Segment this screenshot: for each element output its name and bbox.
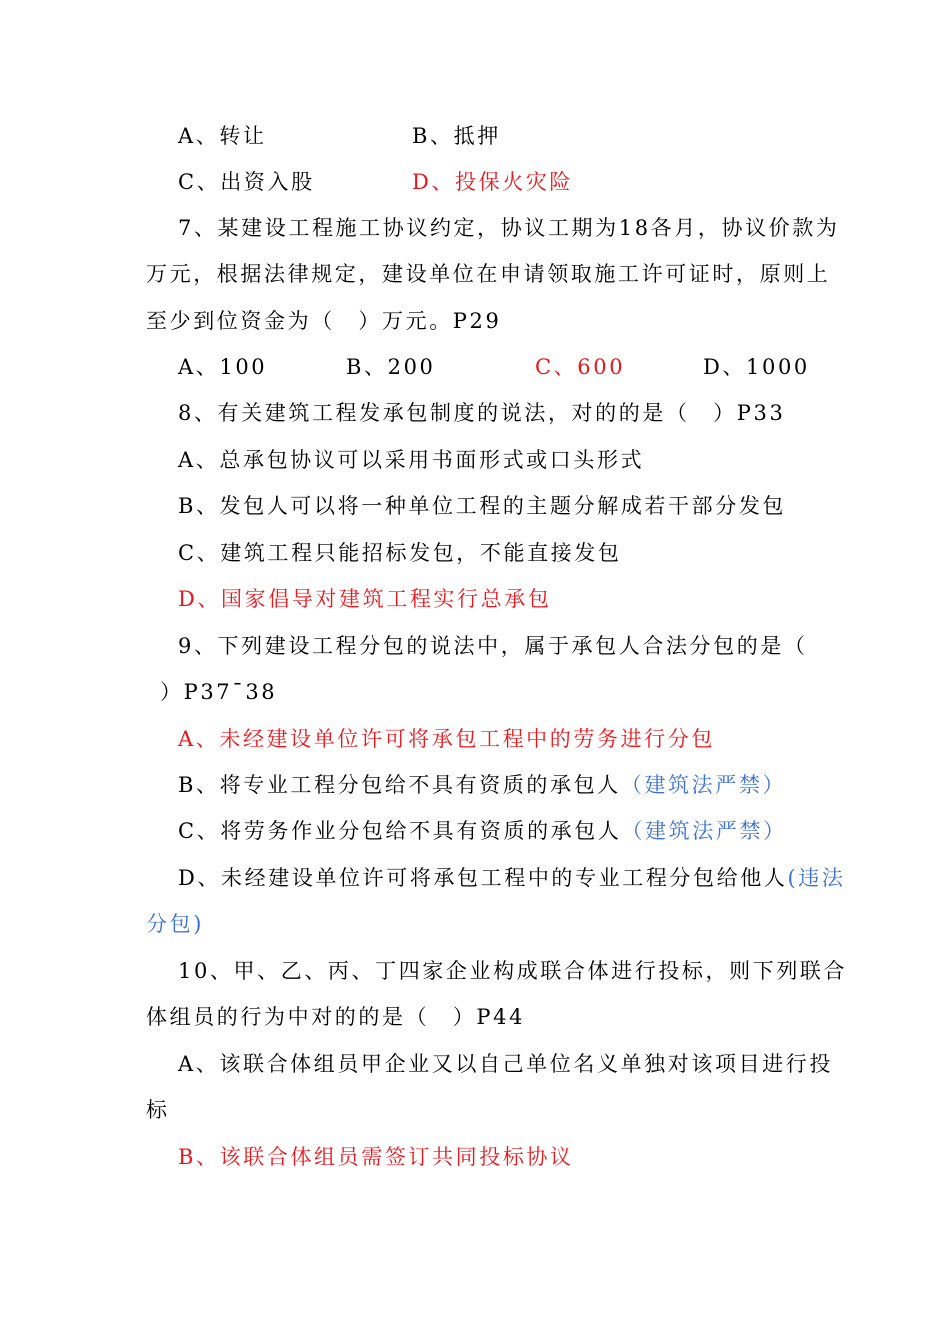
q7-stem-line-2: 万元，根据法律规定，建设单位在申请领取施工许可证时，原则上 — [146, 262, 831, 286]
q8-option-d-answer: D、国家倡导对建筑工程实行总承包 — [178, 587, 552, 611]
q9-option-d-note-start: (违法 — [787, 866, 846, 890]
q8-stem: 8、有关建筑工程发承包制度的说法，对的的是（ ）P33 — [178, 401, 786, 425]
q10-option-a-line-1: A、该联合体组员甲企业又以自己单位名义单独对该项目进行投 — [178, 1052, 833, 1076]
q8-option-c: C、建筑工程只能招标发包，不能直接发包 — [178, 541, 622, 565]
q7-option-c-answer: C、600 — [535, 355, 626, 379]
q6-option-a: A、转让 — [178, 124, 267, 148]
q9-option-b-note: （建筑法严禁） — [620, 773, 787, 797]
q9-stem-line-2: ）P37¯38 — [160, 680, 278, 704]
q7-option-d: D、1000 — [703, 355, 810, 379]
q10-option-b-answer: B、该联合体组员需签订共同投标协议 — [178, 1145, 574, 1169]
q9-option-c-note: （建筑法严禁） — [621, 819, 787, 843]
q9-stem-line-1: 9、下列建设工程分包的说法中，属于承包人合法分包的是（ — [178, 634, 808, 658]
q7-option-b: B、200 — [346, 355, 436, 379]
q6-option-c: C、出资入股 — [178, 170, 315, 194]
q9-option-d-row — [178, 863, 846, 893]
q7-option-a: A、100 — [178, 355, 268, 379]
q9-option-c-row — [178, 816, 838, 846]
q9-option-b: B、将专业工程分包给不具有资质的承包人 — [178, 773, 621, 797]
q6-option-d-answer: D、投保火灾险 — [412, 170, 574, 194]
q6-option-b: B、抵押 — [412, 124, 501, 148]
q7-stem-line-3: 至少到位资金为（ ）万元。P29 — [146, 309, 502, 333]
q10-option-a-line-2: 标 — [146, 1098, 170, 1122]
q10-stem-line-1: 10、甲、乙、丙、丁四家企业构成联合体进行投标，则下列联合 — [178, 959, 848, 983]
q9-option-a-answer: A、未经建设单位许可将承包工程中的劳务进行分包 — [178, 727, 715, 751]
q9-option-b-row — [178, 770, 838, 800]
q10-stem-line-2: 体组员的行为中对的的是（ ）P44 — [146, 1005, 526, 1029]
q9-option-d-note-end: 分包) — [146, 912, 204, 936]
q8-option-a: A、总承包协议可以采用书面形式或口头形式 — [178, 448, 645, 472]
q9-option-c: C、将劳务作业分包给不具有资质的承包人 — [178, 819, 622, 843]
q7-stem-line-1: 7、某建设工程施工协议约定，协议工期为18各月，协议价款为 — [178, 216, 840, 240]
q8-option-b: B、发包人可以将一种单位工程的主题分解成若干部分发包 — [178, 494, 787, 518]
q9-option-d: D、未经建设单位许可将承包工程中的专业工程分包给他人 — [178, 866, 788, 890]
